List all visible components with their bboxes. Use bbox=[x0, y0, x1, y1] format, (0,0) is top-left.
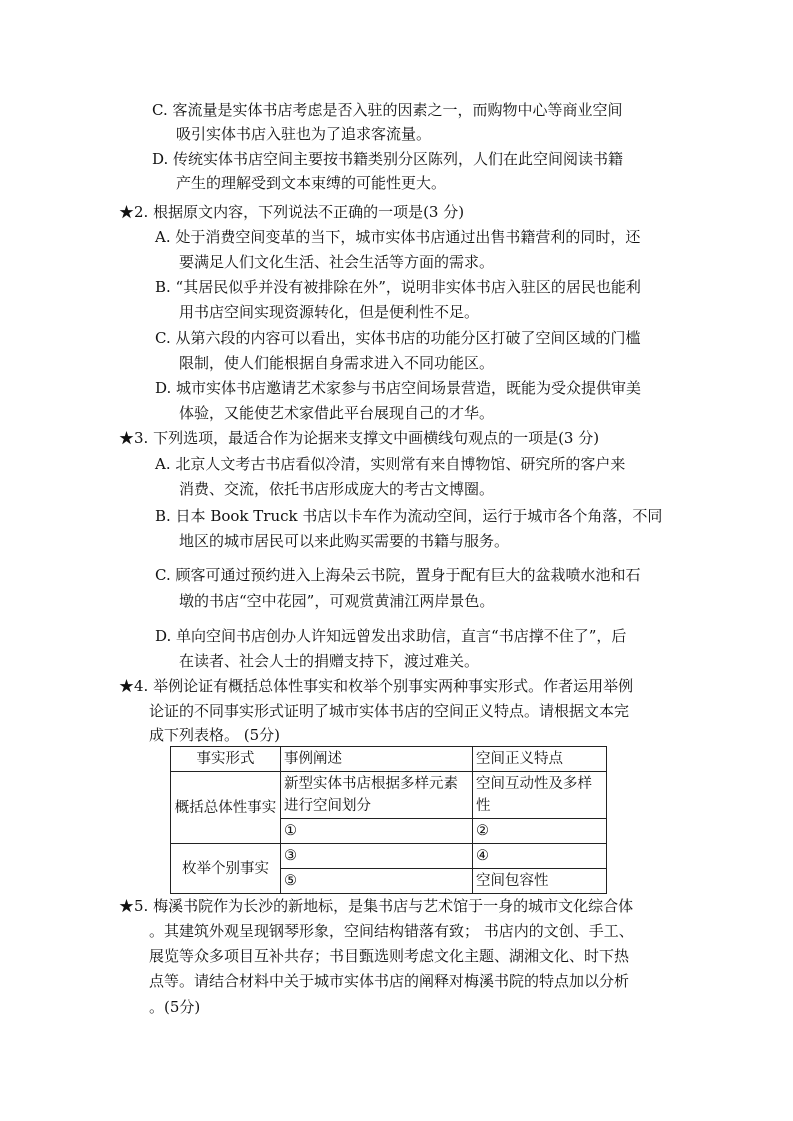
q4-stem-line3: 成下列表格。 (5分) bbox=[149, 726, 281, 744]
q1-option-d-line2: 产生的理解受到文本束缚的可能性更大。 bbox=[176, 174, 447, 192]
q1-option-d-line1: D. 传统实体书店空间主要按书籍类别分区陈列，人们在此空间阅读书籍 bbox=[152, 150, 624, 168]
header-example: 事例阐述 bbox=[281, 747, 473, 772]
q3-option-d-line2: 在读者、社会人士的捐赠支持下，渡过难关。 bbox=[179, 652, 480, 670]
q5-line3: 展览等众多项目互补共存；书目甄选则考虑文化主题、湖湘文化、时下热 bbox=[149, 947, 630, 965]
table-row bbox=[171, 772, 607, 819]
q3-option-a-line2: 消费、交流，依托书店形成庞大的考古文博圈。 bbox=[179, 480, 495, 498]
q2-option-b-line1: B. “其居民似乎并没有被排除在外”，说明非实体书店入驻区的居民也能利 bbox=[155, 278, 641, 296]
individual-fact-label: 枚举个别事实 bbox=[171, 844, 281, 894]
header-feature: 空间正义特点 bbox=[473, 747, 607, 772]
row4-feature: 空间包容性 bbox=[473, 869, 607, 894]
q1-option-c-line2: 吸引实体书店入驻也为了追求客流量。 bbox=[176, 125, 432, 143]
table-row bbox=[171, 844, 607, 869]
q5-line2: 。其建筑外观呈现钢琴形象，空间结构错落有致； 书店内的文创、手工、 bbox=[149, 922, 634, 940]
table-header-row bbox=[171, 747, 607, 772]
blank-4[interactable]: ④ bbox=[473, 844, 607, 869]
blank-3[interactable]: ③ bbox=[281, 844, 473, 869]
header-fact-form: 事实形式 bbox=[171, 747, 281, 772]
q2-option-b-line2: 用书店空间实现资源转化，但是便利性不足。 bbox=[179, 303, 480, 321]
q3-option-b-line1: B. 日本 Book Truck 书店以卡车作为流动空间，运行于城市各个角落，不同 bbox=[155, 507, 663, 525]
q2-option-d-line1: D. 城市实体书店邀请艺术家参与书店空间场景营造，既能为受众提供审美 bbox=[155, 379, 642, 397]
general-fact-label: 概括总体性事实 bbox=[171, 772, 281, 844]
q1-option-c-line1: C. 客流量是实体书店考虑是否入驻的因素之一，而购物中心等商业空间 bbox=[152, 101, 623, 119]
q5-line5: 。(5分) bbox=[149, 998, 201, 1016]
q2-option-c-line1: C. 从第六段的内容可以看出，实体书店的功能分区打破了空间区域的门槛 bbox=[155, 329, 641, 347]
q2-option-d-line2: 体验，又能使艺术家借此平台展现自己的才华。 bbox=[179, 404, 495, 422]
q3-stem: ★3. 下列选项，最适合作为论据来支撑文中画横线句观点的一项是(3 分) bbox=[119, 429, 600, 447]
q2-option-c-line2: 限制，使人们能根据自身需求进入不同功能区。 bbox=[179, 354, 495, 372]
q3-option-b-line2: 地区的城市居民可以来此购买需要的书籍与服务。 bbox=[179, 532, 510, 550]
q3-option-d-line1: D. 单向空间书店创办人许知远曾发出求助信，直言“书店撑不住了”，后 bbox=[155, 627, 627, 645]
blank-2[interactable]: ② bbox=[473, 819, 607, 844]
q3-option-c-line1: C. 顾客可通过预约进入上海朵云书院，置身于配有巨大的盆栽喷水池和石 bbox=[155, 566, 641, 584]
q2-option-a-line1: A. 处于消费空间变革的当下，城市实体书店通过出售书籍营利的同时，还 bbox=[155, 228, 641, 246]
q4-stem-line2: 论证的不同事实形式证明了城市实体书店的空间正义特点。请根据文本完 bbox=[149, 702, 630, 720]
blank-5[interactable]: ⑤ bbox=[281, 869, 473, 894]
q5-line4: 点等。请结合材料中关于城市实体书店的阐释对梅溪书院的特点加以分析 bbox=[149, 972, 630, 990]
q3-option-a-line1: A. 北京人文考古书店看似冷清，实则常有来自博物馆、研究所的客户来 bbox=[155, 455, 626, 473]
fact-table bbox=[170, 746, 607, 894]
q5-line1: ★5. 梅溪书院作为长沙的新地标，是集书店与艺术馆于一身的城市文化综合体 bbox=[119, 897, 634, 915]
q3-option-c-line2: 墩的书店“空中花园”，可观赏黄浦江两岸景色。 bbox=[179, 592, 495, 610]
q2-stem: ★2. 根据原文内容，下列说法不正确的一项是(3 分) bbox=[119, 203, 465, 221]
q2-option-a-line2: 要满足人们文化生活、社会生活等方面的需求。 bbox=[179, 253, 495, 271]
row1-feature: 空间互动性及多样性 bbox=[473, 772, 607, 819]
blank-1[interactable]: ① bbox=[281, 819, 473, 844]
q4-stem-line1: ★4. 举例论证有概括总体性事实和枚举个别事实两种事实形式。作者运用举例 bbox=[119, 677, 634, 695]
row1-example: 新型实体书店根据多样元素进行空间划分 bbox=[281, 772, 473, 819]
